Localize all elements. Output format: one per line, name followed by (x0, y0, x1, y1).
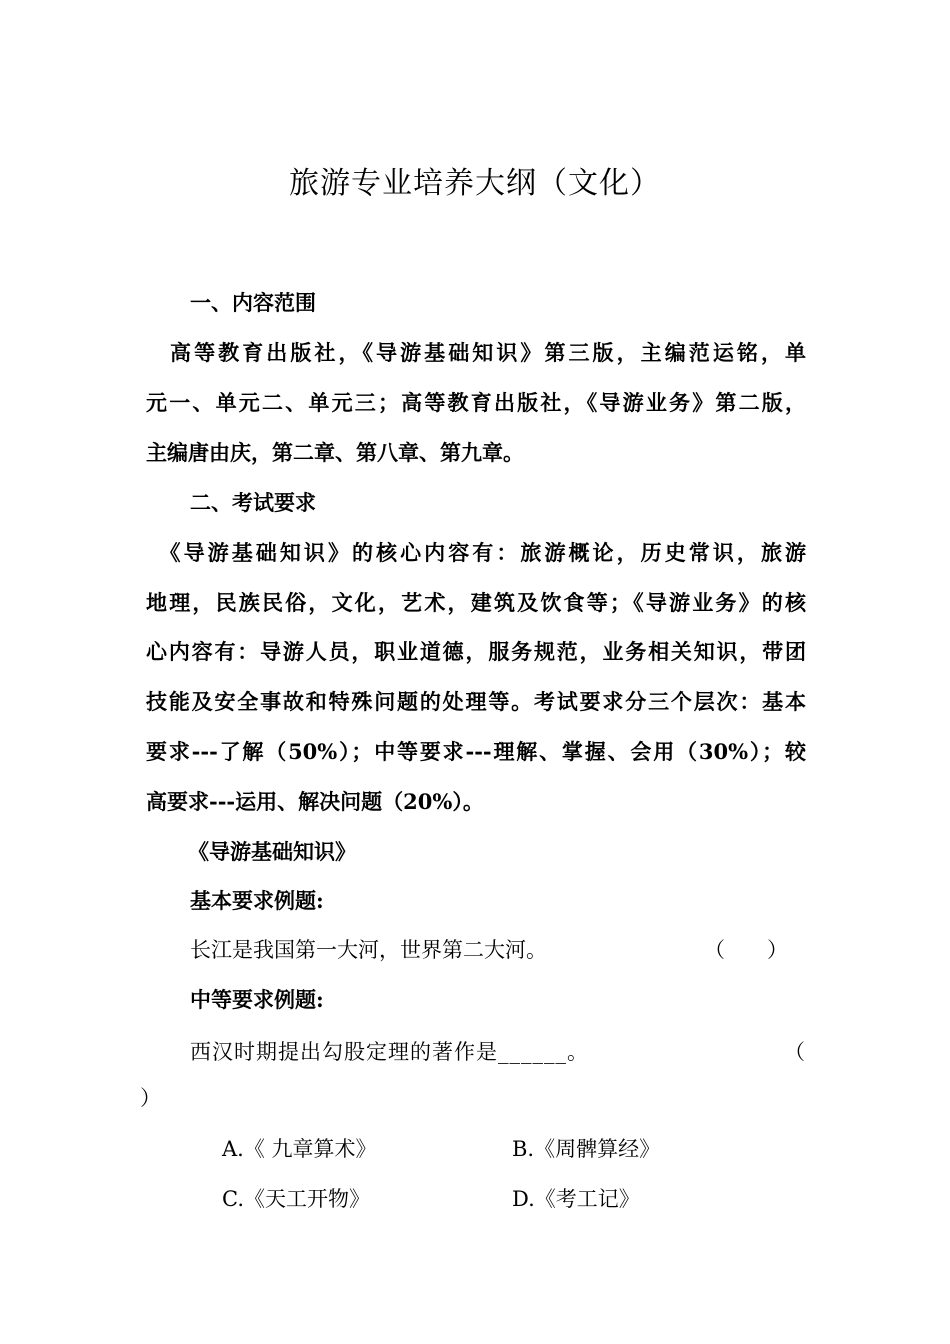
option-a: A.《 九章算术》 (222, 1137, 377, 1161)
medium-example-label: 中等要求例题: (190, 987, 324, 1012)
paragraph-line: 元一、单元二、单元三；高等教育出版社，《导游业务》第二版， (146, 390, 806, 415)
section-heading-exam-requirements: 二、考试要求 (190, 490, 316, 515)
paragraph-line: 地理，民族民俗，文化，艺术，建筑及饮食等；《导游业务》的核 (146, 590, 806, 615)
basic-example-label: 基本要求例题: (190, 888, 324, 913)
answer-bracket: （ ） (704, 938, 788, 962)
answer-bracket-close: ） (140, 1086, 161, 1110)
section-heading-content-scope: 一、内容范围 (190, 290, 316, 315)
basic-question: 长江是我国第一大河，世界第二大河。 (190, 938, 547, 962)
paragraph-line: 高要求---运用、解决问题（20%）。 (146, 789, 484, 814)
book-title: 《导游基础知识》 (188, 839, 356, 864)
paragraph-line: 要求---了解（50%）；中等要求---理解、掌握、会用（30%）；较 (146, 739, 806, 764)
page-title: 旅游专业培养大纲（文化） (289, 166, 661, 201)
paragraph-line: 《导游基础知识》的核心内容有：旅游概论，历史常识，旅游 (146, 540, 806, 565)
answer-bracket-open: （ (784, 1040, 805, 1064)
paragraph-line: 技能及安全事故和特殊问题的处理等。考试要求分三个层次：基本 (146, 689, 806, 714)
paragraph-line: 高等教育出版社，《导游基础知识》第三版，主编范运铭，单 (146, 340, 806, 365)
medium-question: 西汉时期提出勾股定理的著作是______。 (190, 1040, 589, 1064)
option-d: D.《考工记》 (512, 1187, 640, 1211)
paragraph-line: 主编唐由庆，第二章、第八章、第九章。 (146, 440, 524, 465)
option-b: B.《周髀算经》 (512, 1137, 661, 1161)
option-c: C.《天工开物》 (222, 1187, 370, 1211)
paragraph-line: 心内容有：导游人员，职业道德，服务规范，业务相关知识，带团 (146, 639, 806, 664)
